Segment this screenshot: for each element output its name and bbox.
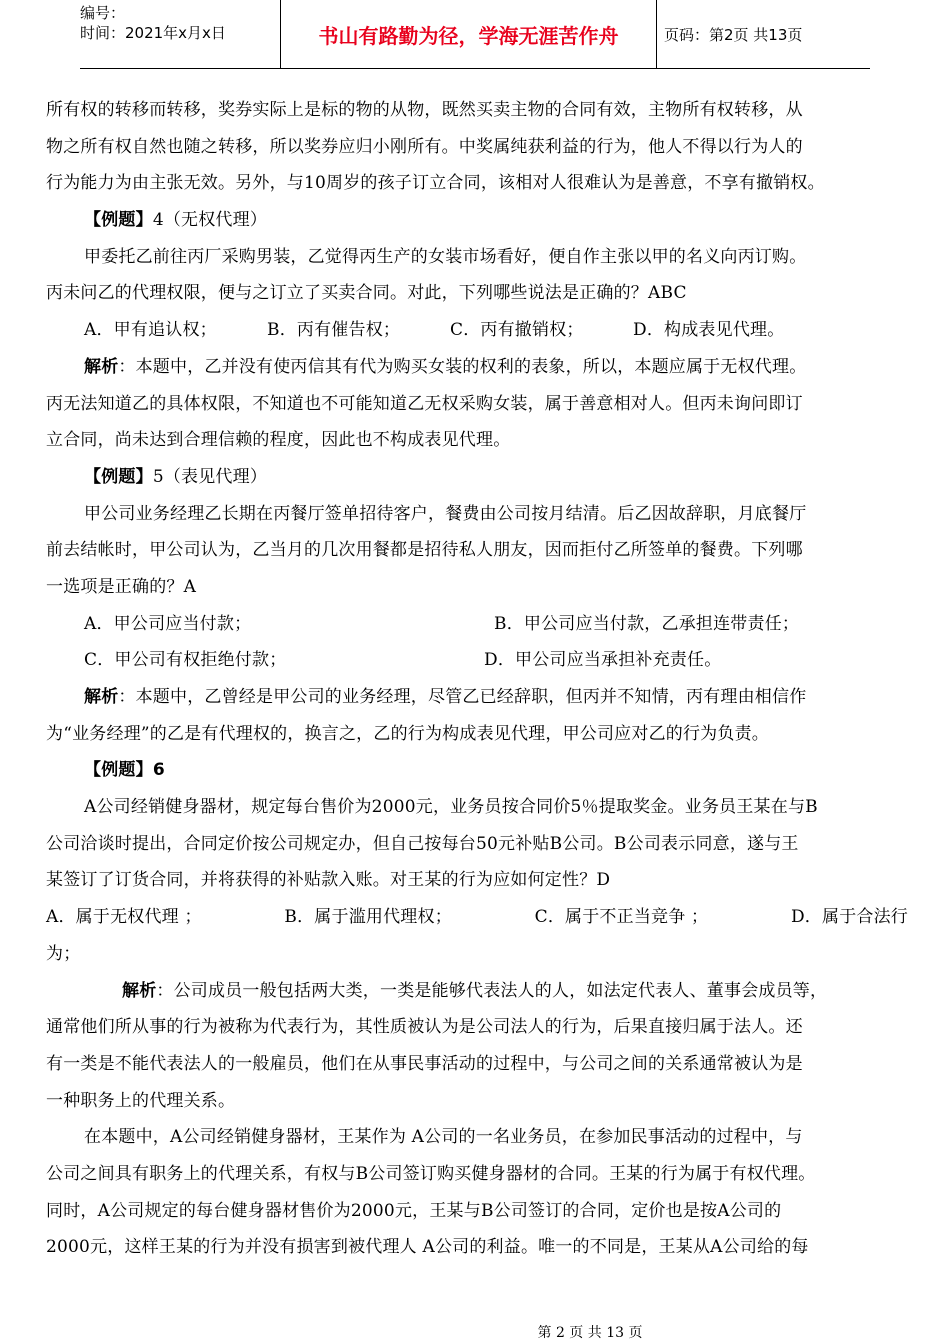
- text-line: 甲委托乙前往丙厂采购男装，乙觉得丙生产的女装市场看好，便自作主张以甲的名义向丙订购。: [84, 246, 807, 267]
- number-label: 编号：: [80, 4, 126, 22]
- header-page-info: 页码：第2页 共13页: [664, 25, 803, 44]
- option-d: D．构成表见代理。: [633, 320, 785, 341]
- text-line: 2000元，这样王某的行为并没有损害到被代理人 A公司的利益。唯一的不同是，王某从A公司给的每: [46, 1237, 809, 1258]
- text-line: 立合同，尚未达到合理信赖的程度，因此也不构成表见代理。: [46, 430, 511, 451]
- text-line: 同时，A公司规定的每台健身器材售价为2000元，王某与B公司签订的合同，定价也是按A公司的: [46, 1200, 782, 1221]
- page-header: [80, 0, 870, 69]
- option-d: D．甲公司应当承担补充责任。: [484, 650, 722, 671]
- text-line: 通常他们所从事的行为被称为代表行为，其性质被认为是公司法人的行为，后果直接归属于法人。还: [46, 1017, 803, 1038]
- document-body: [46, 92, 908, 1266]
- example-4-options: [46, 312, 908, 349]
- text-line: 为“业务经理”的乙是有代理权的，换言之，乙的行为构成表见代理，甲公司应对乙的行为负责。: [46, 723, 769, 744]
- option-a: A．属于无权代理 ；: [46, 907, 202, 928]
- example-number: 5（表见代理）: [152, 466, 268, 487]
- analysis-line: 解析：本题中，乙并没有使丙信其有代为购买女装的权利的表象，所以，本题应属于无权代理。: [84, 356, 807, 377]
- text-line: 公司洽谈时提出，合同定价按公司规定办，但自己按每台50元补贴B公司。B公司表示同意，遂与王: [46, 833, 799, 854]
- example-number: 4（无权代理）: [152, 210, 268, 231]
- text-line: 为；: [46, 943, 81, 964]
- page-footer: [0, 1322, 950, 1342]
- text-line: 一选项是正确的？A: [46, 576, 197, 597]
- text-line: 某签订了订货合同，并将获得的补贴款入账。对王某的行为应如何定性？D: [46, 870, 611, 891]
- text-line: 行为能力为由主张无效。另外，与10周岁的孩子订立合同，该相对人很难认为是善意，不享有撤销权。: [46, 173, 825, 194]
- analysis-line: 解析：本题中，乙曾经是甲公司的业务经理，尽管乙已经辞职，但丙并不知情，丙有理由相信作: [84, 687, 807, 707]
- option-a: A．甲公司应当付款；: [84, 613, 252, 634]
- example-6-heading: [46, 752, 908, 789]
- option-b: B．甲公司应当付款，乙承担连带责任；: [494, 613, 800, 634]
- analysis-label: 解析: [84, 356, 119, 377]
- option-c: C．甲公司有权拒绝付款；: [84, 650, 287, 671]
- option-b: B．属于滥用代理权；: [284, 907, 452, 928]
- example-5-options-row-2: [46, 642, 908, 679]
- text-line: 前去结帐时，甲公司认为，乙当月的几次用餐都是招待私人朋友，因而拒付乙所签单的餐费。下列哪: [46, 540, 803, 561]
- analysis-label: 解析: [122, 980, 157, 1001]
- text-line: 甲公司业务经理乙长期在丙餐厅签单招待客户，餐费由公司按月结清。后乙因故辞职，月底餐厅: [84, 503, 807, 524]
- option-c: C．属于不正当竞争 ；: [534, 907, 709, 928]
- example-label: 【例题】: [84, 466, 153, 487]
- example-5-heading: [46, 459, 908, 496]
- text-line: 所有权的转移而转移，奖券实际上是标的物的从物，既然买卖主物的合同有效，主物所有权转移，从: [46, 100, 803, 120]
- text-line: 有一类是不能代表法人的一般雇员，他们在从事民事活动的过程中，与公司之间的关系通常被认为是: [46, 1053, 803, 1074]
- example-label: 【例题】: [84, 210, 153, 231]
- text-line: 公司之间具有职务上的代理关系，有权与B公司签订购买健身器材的合同。王某的行为属于有权代理。: [46, 1163, 816, 1184]
- header-meta: [80, 0, 280, 71]
- example-number: 6: [152, 760, 165, 781]
- footer-page-number: 第 2 页 共 13 页: [537, 1325, 643, 1341]
- text-line: 在本题中，A公司经销健身器材，王某作为 A公司的一名业务员，在参加民事活动的过程中，与: [84, 1127, 803, 1148]
- example-5-options-row-1: [46, 606, 908, 643]
- analysis-line: 解析：公司成员一般包括两大类，一类是能够代表法人的人，如法定代表人、董事会成员等，: [122, 980, 828, 1001]
- analysis-label: 解析: [84, 687, 119, 707]
- text-line: 一种职务上的代理关系。: [46, 1090, 236, 1111]
- example-6-options: [46, 899, 908, 936]
- option-c: C．丙有撤销权；: [450, 320, 584, 341]
- option-a: A．甲有追认权；: [84, 320, 217, 341]
- text-line: A公司经销健身器材，规定每台售价为2000元，业务员按合同价5％提取奖金。业务员王某在与B: [84, 797, 818, 818]
- text-line: 丙无法知道乙的具体权限，不知道也不可能知道乙无权采购女装，属于善意相对人。但丙未询问即订: [46, 393, 803, 414]
- example-4-heading: [46, 202, 908, 239]
- text-line: 丙未问乙的代理权限，便与之订立了买卖合同。对此，下列哪些说法是正确的？ABC: [46, 283, 687, 304]
- example-label: 【例题】: [84, 760, 153, 781]
- time-label: 时间：2021年x月x日: [80, 24, 226, 42]
- option-b: B．丙有催告权；: [267, 320, 401, 341]
- text-line: 物之所有权自然也随之转移，所以奖券应归小刚所有。中奖属纯获利益的行为，他人不得以行为人的: [46, 136, 803, 157]
- header-motto: 书山有路勤为径，学海无涯苦作舟: [280, 0, 657, 68]
- option-d: D．属于合法行: [790, 907, 908, 928]
